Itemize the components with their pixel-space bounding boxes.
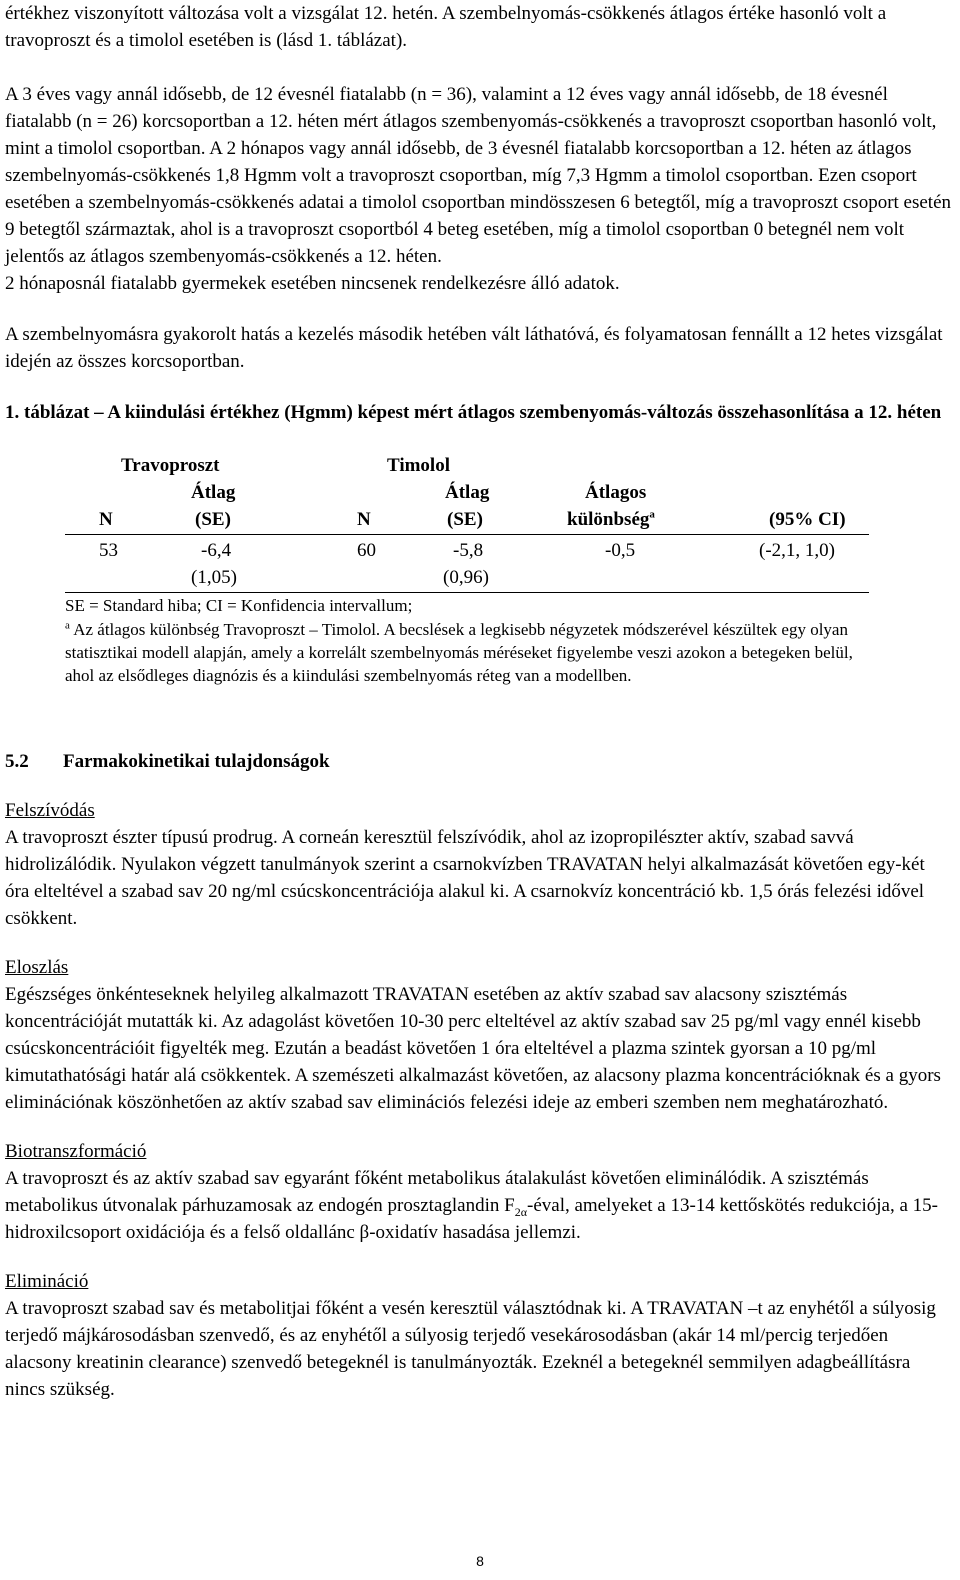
timolol-mean-header: Átlag [445,482,490,503]
ci-header: (95% CI) [769,509,846,530]
table-footnote-abbrev: SE = Standard hiba; CI = Konfidencia intervallum; [65,596,413,615]
absorption-text: A travoproszt észter típusú prodrug. A corneán keresztül felszívódik, ahol az izopropilészter aktív, szabad savvá hidrolizálódik. Nyulakon végzett tanulmányok szerint a csarnokvízben TRAVATAN helyi alkalmazását követően egy-két óra elteltével a szabad sav 20 ng/ml csúcskoncentrációja alakul ki. A csarnokvíz koncentráció kb. 1,5 órás felezési idővel csökkent. [5,827,925,929]
distribution-heading: Eloszlás [5,957,69,978]
travoprost-n-value: 53 [99,540,118,561]
section-heading: 5.2 Farmakokinetikai tulajdonságok [5,751,330,772]
diff-header-line2: különbség$^a$ [567,508,655,530]
page-number: 8 [476,1553,484,1569]
timolol-se-value: (0,96) [443,567,489,588]
travoprost-group-header: Travoproszt [121,455,220,476]
effect-onset-paragraph: A szembelnyomásra gyakorolt hatás a kezelés második hetében vált láthatóvá, és folyamatosan fennállt a 12 hetes vizsgálat idején az összes korcsoportban. [5,324,943,372]
timolol-mean-value: -5,8 [453,540,484,561]
elimination-text: A travoproszt szabad sav és metabolitjai főként a vesén keresztül választódnak ki. A TRAVATAN –t az enyhétől a súlyosig terjedő májkárosodásban szenvedő, és az enyhétől a súlyosig terjedő vesekárosodásban (akár 14 ml/percig terjedően alacsony kreatinin clearance) szenvedő betegeknél is tanulmányozták. Ezeknél a betegeknél semmilyen adagbeállításra nincs szükség. [5,1298,936,1400]
table-header-rule [65,534,869,535]
distribution-text: Egészséges önkénteseknek helyileg alkalmazott TRAVATAN esetében az aktív szabad sav alacsony szisztémás koncentrációját mutatták ki. Az adagolást követően 10-30 perc elteltével az aktív szabad sav 25 pg/ml vagy ennél kisebb csúcskoncentrációit figyelték meg. Ezután a beadást követően 1 óra elteltével a plazma szintek gyorsan a 10 pg/ml kimutathatósági határ alá csökkentek. A szemészeti alkalmazást követően, az alacsony plazma koncentrációknak és a gyors eliminációnak köszönhetően az aktív szabad sav eliminációs felezési ideje az emberi szemben nem meghatározható. [5,984,941,1113]
ci-value: (-2,1, 1,0) [759,540,835,561]
diff-value: -0,5 [605,540,636,561]
timolol-group-header: Timolol [387,455,450,476]
biotransformation-text: A travoproszt és az aktív szabad sav egyaránt főként metabolikus átalakulást követően eliminálódik. A szisztémás metabolikus útvonalak párhuzamosak az endogén prosztaglandin $F_{2\alpha}$-éval, amelyeket a 13-14 kettőskötés redukciója, a 15-hidroxilcsoport oxidációja és a felső oldallánc β-oxidatív hasadása jellemzi. [5,1168,938,1243]
travoprost-mean-value: -6,4 [201,540,232,561]
timolol-n-header: N [357,509,371,530]
elimination-heading: Elimináció [5,1271,89,1292]
biotransformation-heading: Biotranszformáció [5,1141,147,1162]
diff-header-line1: Átlagos [585,482,647,503]
timolol-n-value: 60 [357,540,376,561]
table-bottom-rule [65,592,869,593]
absorption-heading: Felszívódás [5,800,95,821]
timolol-se-header: (SE) [447,509,483,530]
intro-paragraph: értékhez viszonyított változása volt a vizsgálat 12. hetén. A szembelnyomás-csökkenés átlagos értéke hasonló volt a travoproszt és a timolol esetében is (lásd 1. táblázat). [5,3,887,51]
travoprost-mean-header: Átlag [191,482,236,503]
document-page [5,0,953,1403]
travoprost-se-value: (1,05) [191,567,237,588]
travoprost-se-header: (SE) [195,509,231,530]
table-caption: 1. táblázat – A kiindulási értékhez (Hgmm) képest mért átlagos szembenyomás-változás összehasonlítása a 12. héten [5,402,942,423]
no-data-note: 2 hónaposnál fiatalabb gyermekek esetében nincsenek rendelkezésre álló adatok. [5,273,620,294]
travoprost-n-header: N [99,509,113,530]
age-group-paragraph: A 3 éves vagy annál idősebb, de 12 évesnél fiatalabb (n = 36), valamint a 12 éves vagy annál idősebb, de 18 évesnél fiatalabb (n = 26) korcsoportban a 12. héten mért átlagos szembenyomás-csökkenés a travoproszt csoportban hasonló volt, mint a timolol csoportban. A 2 hónapos vagy annál idősebb, de 3 évesnél fiatalabb korcsoportban a 12. héten az átlagos szembelnyomás-csökkenés 1,8 Hgmm volt a travoproszt csoportban, míg 7,3 Hgmm a timolol csoportban. Ezen csoport esetében a szembelnyomás-csökkenés adatai a timolol csoportban mindösszesen 6 betegtől, míg a travoproszt csoport esetén 9 betegtől származtak, ahol is a travoproszt csoportból 4 beteg esetében, míg a timolol csoportban 0 betegnél nem volt jelentős az átlagos szembenyomás-csökkenés a 12. héten. [5,84,952,267]
results-table [65,452,869,724]
table-footnote-a: $^a$ Az átlagos különbség Travoproszt – Timolol. A becslések a legkisebb négyzetek módszerével készültek egy olyan statisztikai modell alapján, amely a korrelált szembelnyomás méréseket figyelembe veszi azokon a betegeken belül, ahol az elsődleges diagnózis és a kiindulási szembelnyomás réteg van a modellben. [65,619,853,685]
